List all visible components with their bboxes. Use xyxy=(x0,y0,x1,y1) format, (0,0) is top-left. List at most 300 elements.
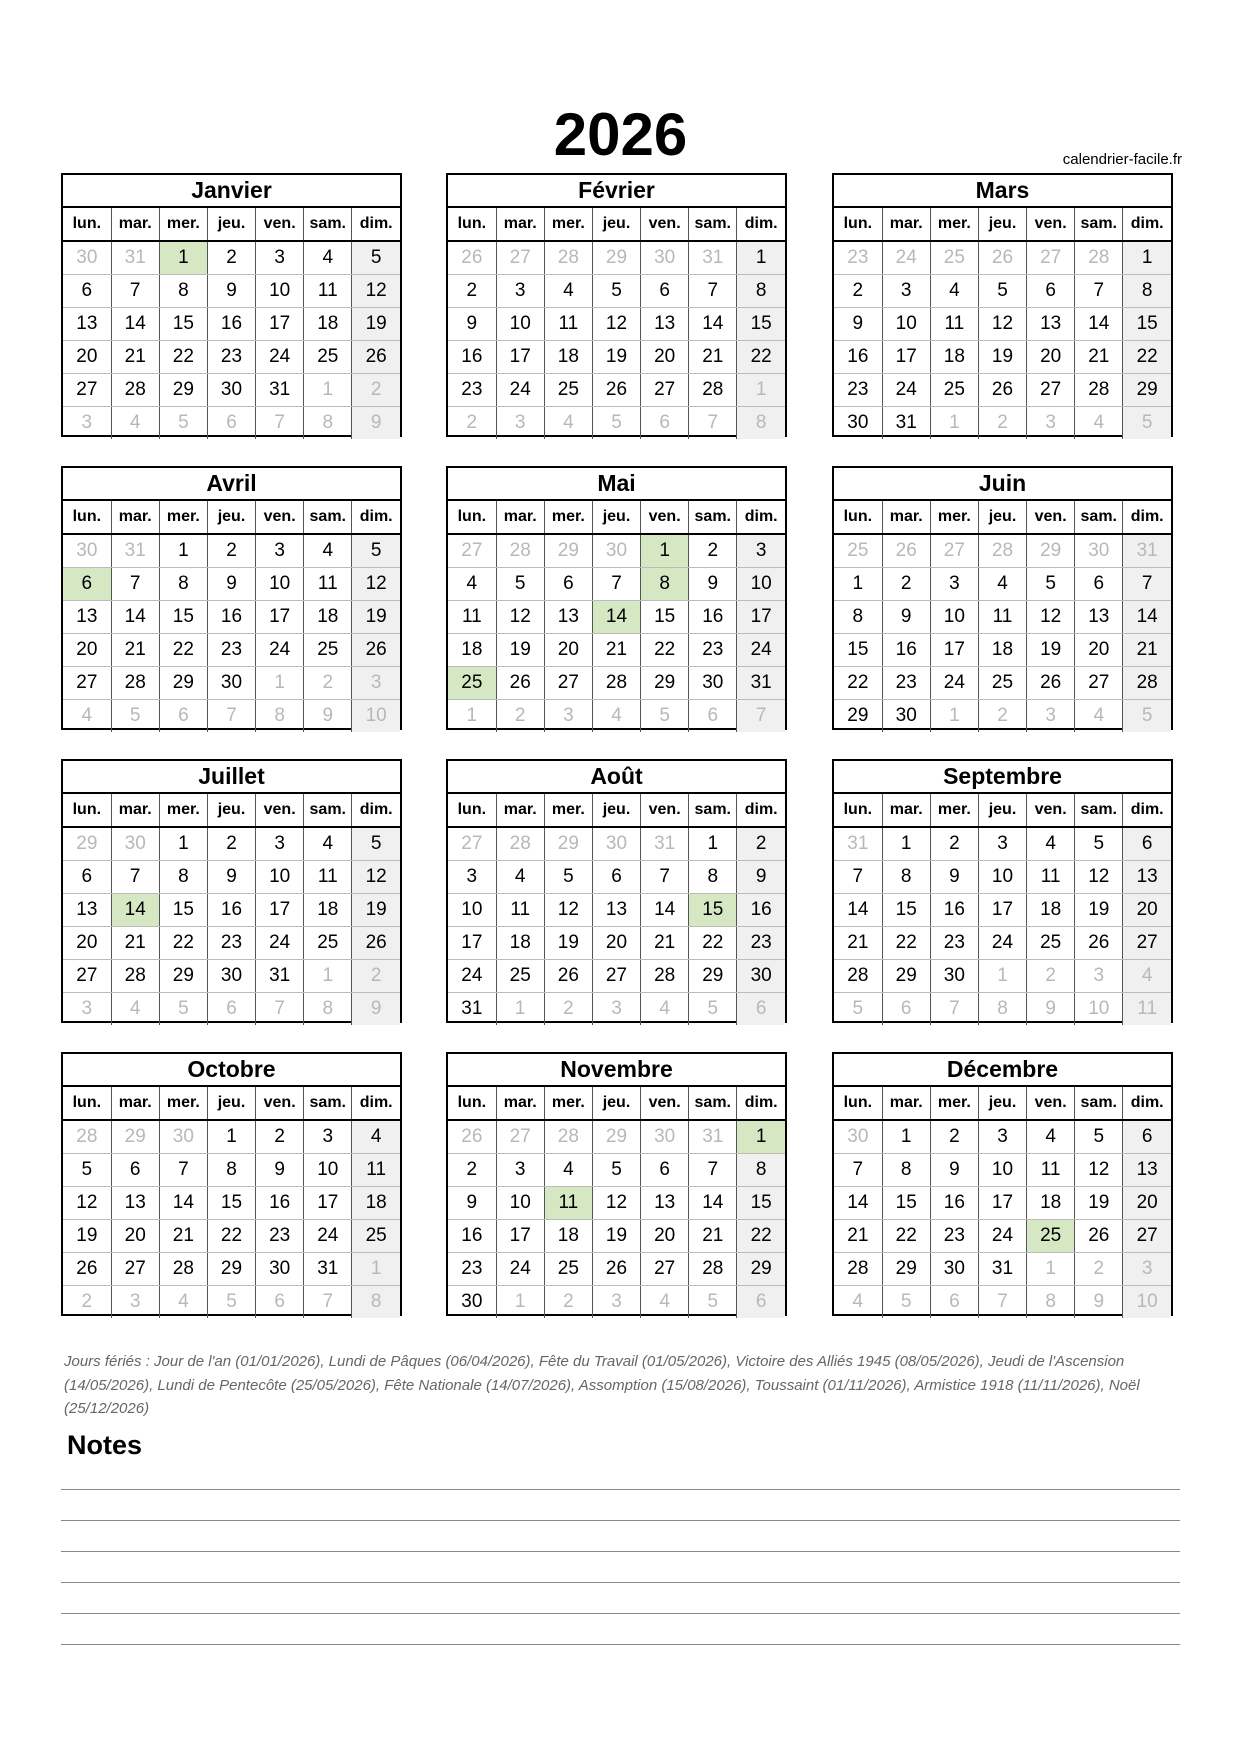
day-cell: 18 xyxy=(1027,894,1075,927)
day-cell: 20 xyxy=(63,927,111,960)
day-cell: 9 xyxy=(882,601,930,634)
day-cell: 2 xyxy=(63,1286,111,1319)
day-cell: 26 xyxy=(882,534,930,568)
day-cell: 3 xyxy=(592,1286,640,1319)
day-cell: 27 xyxy=(111,1253,159,1286)
day-cell: 11 xyxy=(544,1187,592,1220)
month-grid xyxy=(834,208,1171,439)
day-cell: 15 xyxy=(737,308,785,341)
day-cell: 7 xyxy=(256,407,304,440)
day-cell: 25 xyxy=(496,960,544,993)
day-cell: 6 xyxy=(1075,568,1123,601)
day-cell: 21 xyxy=(111,927,159,960)
weekday-header: sam. xyxy=(689,501,737,534)
weekday-header: jeu. xyxy=(592,1087,640,1120)
day-cell: 10 xyxy=(448,894,496,927)
day-cell: 24 xyxy=(304,1220,352,1253)
day-cell: 14 xyxy=(689,308,737,341)
day-cell: 13 xyxy=(1075,601,1123,634)
note-line xyxy=(61,1613,1180,1614)
day-cell: 28 xyxy=(978,534,1026,568)
day-cell: 31 xyxy=(882,407,930,440)
month-11 xyxy=(446,1052,787,1316)
day-cell: 19 xyxy=(1027,634,1075,667)
day-cell: 31 xyxy=(641,827,689,861)
day-cell: 5 xyxy=(978,275,1026,308)
day-cell: 4 xyxy=(544,275,592,308)
weekday-header: mer. xyxy=(930,794,978,827)
day-cell: 29 xyxy=(544,827,592,861)
month-8 xyxy=(446,759,787,1023)
day-cell: 29 xyxy=(159,667,207,700)
day-cell: 3 xyxy=(63,993,111,1026)
weekday-header: sam. xyxy=(304,1087,352,1120)
day-cell: 4 xyxy=(496,861,544,894)
day-cell: 5 xyxy=(882,1286,930,1319)
day-cell: 26 xyxy=(352,634,400,667)
day-cell: 28 xyxy=(544,241,592,275)
day-cell: 8 xyxy=(159,861,207,894)
day-cell: 8 xyxy=(1027,1286,1075,1319)
month-4 xyxy=(61,466,402,730)
day-cell: 2 xyxy=(737,827,785,861)
day-cell: 10 xyxy=(1123,1286,1171,1319)
day-cell: 17 xyxy=(496,341,544,374)
day-cell: 25 xyxy=(304,927,352,960)
day-cell: 26 xyxy=(1075,1220,1123,1253)
day-cell: 6 xyxy=(63,861,111,894)
day-cell: 15 xyxy=(207,1187,255,1220)
day-cell: 4 xyxy=(1027,827,1075,861)
day-cell: 18 xyxy=(544,341,592,374)
weekday-header: mar. xyxy=(496,208,544,241)
day-cell: 29 xyxy=(882,1253,930,1286)
day-cell: 24 xyxy=(930,667,978,700)
day-cell: 10 xyxy=(978,861,1026,894)
weekday-header: dim. xyxy=(1123,1087,1171,1120)
day-cell: 13 xyxy=(111,1187,159,1220)
day-cell: 1 xyxy=(304,960,352,993)
day-cell: 3 xyxy=(930,568,978,601)
day-cell: 7 xyxy=(689,1154,737,1187)
day-cell: 5 xyxy=(689,993,737,1026)
weekday-header: lun. xyxy=(448,501,496,534)
day-cell: 3 xyxy=(592,993,640,1026)
day-cell: 11 xyxy=(1123,993,1171,1026)
day-cell: 17 xyxy=(256,601,304,634)
day-cell: 14 xyxy=(111,308,159,341)
day-cell: 23 xyxy=(256,1220,304,1253)
day-cell: 9 xyxy=(256,1154,304,1187)
day-cell: 27 xyxy=(1123,927,1171,960)
weekday-header: ven. xyxy=(641,501,689,534)
day-cell: 4 xyxy=(641,993,689,1026)
day-cell: 9 xyxy=(834,308,882,341)
day-cell: 12 xyxy=(1075,861,1123,894)
day-cell: 17 xyxy=(978,1187,1026,1220)
day-cell: 7 xyxy=(834,861,882,894)
weekday-header: sam. xyxy=(304,501,352,534)
weekday-header: mar. xyxy=(882,208,930,241)
day-cell: 10 xyxy=(737,568,785,601)
day-cell: 16 xyxy=(930,1187,978,1220)
day-cell: 10 xyxy=(256,861,304,894)
day-cell: 26 xyxy=(352,341,400,374)
day-cell: 28 xyxy=(834,960,882,993)
day-cell: 1 xyxy=(882,1120,930,1154)
month-3 xyxy=(832,173,1173,437)
day-cell: 8 xyxy=(737,407,785,440)
day-cell: 24 xyxy=(882,374,930,407)
day-cell: 5 xyxy=(544,861,592,894)
weekday-header: mer. xyxy=(159,208,207,241)
day-cell: 3 xyxy=(256,241,304,275)
day-cell: 23 xyxy=(448,374,496,407)
day-cell: 1 xyxy=(496,993,544,1026)
weekday-header: jeu. xyxy=(592,794,640,827)
weekday-header: mer. xyxy=(544,1087,592,1120)
weekday-header: ven. xyxy=(256,501,304,534)
day-cell: 1 xyxy=(352,1253,400,1286)
weekday-header: jeu. xyxy=(592,501,640,534)
day-cell: 6 xyxy=(63,275,111,308)
day-cell: 4 xyxy=(641,1286,689,1319)
day-cell: 6 xyxy=(592,861,640,894)
day-cell: 19 xyxy=(544,927,592,960)
month-title: Septembre xyxy=(834,761,1171,794)
day-cell: 3 xyxy=(496,275,544,308)
day-cell: 18 xyxy=(304,601,352,634)
day-cell: 12 xyxy=(63,1187,111,1220)
day-cell: 5 xyxy=(352,827,400,861)
day-cell: 2 xyxy=(448,407,496,440)
day-cell: 25 xyxy=(834,534,882,568)
day-cell: 30 xyxy=(592,534,640,568)
month-grid xyxy=(63,794,400,1025)
day-cell: 29 xyxy=(592,1120,640,1154)
day-cell: 16 xyxy=(448,1220,496,1253)
day-cell: 18 xyxy=(1027,1187,1075,1220)
day-cell: 6 xyxy=(1027,275,1075,308)
day-cell: 6 xyxy=(737,1286,785,1319)
day-cell: 26 xyxy=(978,241,1026,275)
day-cell: 1 xyxy=(641,534,689,568)
day-cell: 22 xyxy=(689,927,737,960)
day-cell: 22 xyxy=(159,927,207,960)
day-cell: 24 xyxy=(737,634,785,667)
day-cell: 21 xyxy=(159,1220,207,1253)
day-cell: 31 xyxy=(448,993,496,1026)
day-cell: 25 xyxy=(1027,1220,1075,1253)
day-cell: 3 xyxy=(448,861,496,894)
day-cell: 8 xyxy=(352,1286,400,1319)
day-cell: 3 xyxy=(352,667,400,700)
month-grid xyxy=(834,794,1171,1025)
day-cell: 29 xyxy=(882,960,930,993)
day-cell: 1 xyxy=(737,374,785,407)
day-cell: 2 xyxy=(304,667,352,700)
day-cell: 1 xyxy=(737,241,785,275)
day-cell: 12 xyxy=(592,1187,640,1220)
day-cell: 6 xyxy=(689,700,737,733)
day-cell: 2 xyxy=(352,960,400,993)
day-cell: 30 xyxy=(930,1253,978,1286)
day-cell: 8 xyxy=(737,275,785,308)
day-cell: 20 xyxy=(1027,341,1075,374)
day-cell: 5 xyxy=(1123,700,1171,733)
day-cell: 3 xyxy=(1027,407,1075,440)
day-cell: 2 xyxy=(256,1120,304,1154)
day-cell: 18 xyxy=(930,341,978,374)
day-cell: 18 xyxy=(352,1187,400,1220)
weekday-header: mar. xyxy=(111,208,159,241)
day-cell: 3 xyxy=(63,407,111,440)
day-cell: 7 xyxy=(978,1286,1026,1319)
day-cell: 2 xyxy=(1075,1253,1123,1286)
day-cell: 10 xyxy=(352,700,400,733)
day-cell: 27 xyxy=(448,534,496,568)
day-cell: 4 xyxy=(978,568,1026,601)
day-cell: 19 xyxy=(352,308,400,341)
day-cell: 1 xyxy=(978,960,1026,993)
day-cell: 17 xyxy=(737,601,785,634)
weekday-header: ven. xyxy=(1027,794,1075,827)
day-cell: 16 xyxy=(256,1187,304,1220)
day-cell: 23 xyxy=(930,927,978,960)
day-cell: 23 xyxy=(834,374,882,407)
day-cell: 14 xyxy=(111,601,159,634)
day-cell: 11 xyxy=(304,568,352,601)
day-cell: 11 xyxy=(496,894,544,927)
day-cell: 29 xyxy=(1027,534,1075,568)
day-cell: 3 xyxy=(737,534,785,568)
day-cell: 15 xyxy=(159,894,207,927)
day-cell: 1 xyxy=(834,568,882,601)
day-cell: 3 xyxy=(304,1120,352,1154)
day-cell: 1 xyxy=(1123,241,1171,275)
day-cell: 20 xyxy=(111,1220,159,1253)
day-cell: 1 xyxy=(1027,1253,1075,1286)
day-cell: 11 xyxy=(448,601,496,634)
day-cell: 26 xyxy=(592,374,640,407)
day-cell: 7 xyxy=(592,568,640,601)
day-cell: 5 xyxy=(207,1286,255,1319)
day-cell: 3 xyxy=(1123,1253,1171,1286)
day-cell: 9 xyxy=(1027,993,1075,1026)
day-cell: 23 xyxy=(930,1220,978,1253)
day-cell: 31 xyxy=(111,241,159,275)
weekday-header: jeu. xyxy=(592,208,640,241)
day-cell: 19 xyxy=(592,341,640,374)
day-cell: 11 xyxy=(1027,861,1075,894)
day-cell: 29 xyxy=(111,1120,159,1154)
day-cell: 2 xyxy=(352,374,400,407)
day-cell: 1 xyxy=(930,407,978,440)
site-name: calendrier-facile.fr xyxy=(1062,151,1182,168)
day-cell: 22 xyxy=(834,667,882,700)
day-cell: 27 xyxy=(592,960,640,993)
day-cell: 8 xyxy=(882,1154,930,1187)
day-cell: 6 xyxy=(1123,827,1171,861)
day-cell: 1 xyxy=(448,700,496,733)
day-cell: 7 xyxy=(689,275,737,308)
day-cell: 5 xyxy=(689,1286,737,1319)
day-cell: 20 xyxy=(641,341,689,374)
day-cell: 26 xyxy=(352,927,400,960)
day-cell: 21 xyxy=(834,927,882,960)
day-cell: 29 xyxy=(159,374,207,407)
day-cell: 4 xyxy=(1027,1120,1075,1154)
day-cell: 6 xyxy=(207,407,255,440)
day-cell: 28 xyxy=(1123,667,1171,700)
month-title: Avril xyxy=(63,468,400,501)
day-cell: 30 xyxy=(63,241,111,275)
day-cell: 25 xyxy=(930,374,978,407)
month-title: Mai xyxy=(448,468,785,501)
weekday-header: mar. xyxy=(496,501,544,534)
day-cell: 4 xyxy=(111,993,159,1026)
day-cell: 30 xyxy=(641,241,689,275)
day-cell: 19 xyxy=(592,1220,640,1253)
day-cell: 9 xyxy=(737,861,785,894)
weekday-header: mar. xyxy=(111,794,159,827)
day-cell: 6 xyxy=(641,1154,689,1187)
weekday-header: mar. xyxy=(496,1087,544,1120)
day-cell: 14 xyxy=(834,1187,882,1220)
day-cell: 19 xyxy=(1075,894,1123,927)
weekday-header: lun. xyxy=(834,794,882,827)
day-cell: 1 xyxy=(159,241,207,275)
day-cell: 5 xyxy=(1075,1120,1123,1154)
day-cell: 13 xyxy=(1027,308,1075,341)
day-cell: 8 xyxy=(882,861,930,894)
day-cell: 30 xyxy=(882,700,930,733)
weekday-header: lun. xyxy=(448,208,496,241)
day-cell: 16 xyxy=(207,894,255,927)
day-cell: 15 xyxy=(834,634,882,667)
day-cell: 5 xyxy=(352,241,400,275)
day-cell: 21 xyxy=(834,1220,882,1253)
day-cell: 6 xyxy=(882,993,930,1026)
day-cell: 12 xyxy=(1075,1154,1123,1187)
day-cell: 1 xyxy=(737,1120,785,1154)
day-cell: 2 xyxy=(207,827,255,861)
day-cell: 9 xyxy=(448,308,496,341)
day-cell: 9 xyxy=(689,568,737,601)
day-cell: 20 xyxy=(544,634,592,667)
day-cell: 14 xyxy=(111,894,159,927)
day-cell: 8 xyxy=(304,993,352,1026)
day-cell: 23 xyxy=(207,927,255,960)
day-cell: 3 xyxy=(1027,700,1075,733)
day-cell: 20 xyxy=(63,634,111,667)
day-cell: 11 xyxy=(930,308,978,341)
day-cell: 20 xyxy=(1075,634,1123,667)
day-cell: 6 xyxy=(641,407,689,440)
notes-title: Notes xyxy=(67,1430,143,1460)
weekday-header: sam. xyxy=(1075,1087,1123,1120)
month-title: Janvier xyxy=(63,175,400,208)
day-cell: 5 xyxy=(63,1154,111,1187)
day-cell: 8 xyxy=(689,861,737,894)
day-cell: 1 xyxy=(930,700,978,733)
day-cell: 9 xyxy=(448,1187,496,1220)
day-cell: 15 xyxy=(737,1187,785,1220)
weekday-header: ven. xyxy=(641,208,689,241)
day-cell: 15 xyxy=(159,601,207,634)
day-cell: 8 xyxy=(207,1154,255,1187)
day-cell: 23 xyxy=(207,634,255,667)
day-cell: 17 xyxy=(304,1187,352,1220)
day-cell: 7 xyxy=(111,275,159,308)
weekday-header: jeu. xyxy=(207,794,255,827)
month-title: Juillet xyxy=(63,761,400,794)
weekday-header: lun. xyxy=(63,501,111,534)
day-cell: 20 xyxy=(63,341,111,374)
day-cell: 4 xyxy=(1075,407,1123,440)
day-cell: 17 xyxy=(256,308,304,341)
day-cell: 1 xyxy=(256,667,304,700)
month-grid xyxy=(448,1087,785,1318)
day-cell: 28 xyxy=(1075,241,1123,275)
day-cell: 9 xyxy=(352,407,400,440)
day-cell: 13 xyxy=(544,601,592,634)
day-cell: 26 xyxy=(448,241,496,275)
day-cell: 25 xyxy=(304,341,352,374)
day-cell: 1 xyxy=(304,374,352,407)
day-cell: 12 xyxy=(1027,601,1075,634)
day-cell: 2 xyxy=(978,407,1026,440)
month-12 xyxy=(832,1052,1173,1316)
day-cell: 29 xyxy=(63,827,111,861)
day-cell: 5 xyxy=(159,407,207,440)
day-cell: 26 xyxy=(544,960,592,993)
day-cell: 2 xyxy=(544,1286,592,1319)
day-cell: 3 xyxy=(882,275,930,308)
day-cell: 1 xyxy=(159,534,207,568)
day-cell: 29 xyxy=(207,1253,255,1286)
day-cell: 26 xyxy=(1075,927,1123,960)
day-cell: 8 xyxy=(737,1154,785,1187)
day-cell: 11 xyxy=(304,275,352,308)
month-2 xyxy=(446,173,787,437)
day-cell: 30 xyxy=(207,667,255,700)
day-cell: 28 xyxy=(111,960,159,993)
day-cell: 9 xyxy=(207,568,255,601)
day-cell: 7 xyxy=(834,1154,882,1187)
day-cell: 27 xyxy=(63,667,111,700)
day-cell: 20 xyxy=(592,927,640,960)
day-cell: 16 xyxy=(834,341,882,374)
day-cell: 3 xyxy=(256,534,304,568)
day-cell: 14 xyxy=(1123,601,1171,634)
day-cell: 18 xyxy=(978,634,1026,667)
day-cell: 6 xyxy=(256,1286,304,1319)
day-cell: 26 xyxy=(1027,667,1075,700)
day-cell: 31 xyxy=(689,241,737,275)
day-cell: 23 xyxy=(834,241,882,275)
day-cell: 20 xyxy=(641,1220,689,1253)
day-cell: 4 xyxy=(544,1154,592,1187)
month-title: Juin xyxy=(834,468,1171,501)
day-cell: 13 xyxy=(592,894,640,927)
note-line xyxy=(61,1551,1180,1552)
note-line xyxy=(61,1520,1180,1521)
day-cell: 7 xyxy=(304,1286,352,1319)
day-cell: 8 xyxy=(978,993,1026,1026)
day-cell: 3 xyxy=(544,700,592,733)
day-cell: 6 xyxy=(207,993,255,1026)
